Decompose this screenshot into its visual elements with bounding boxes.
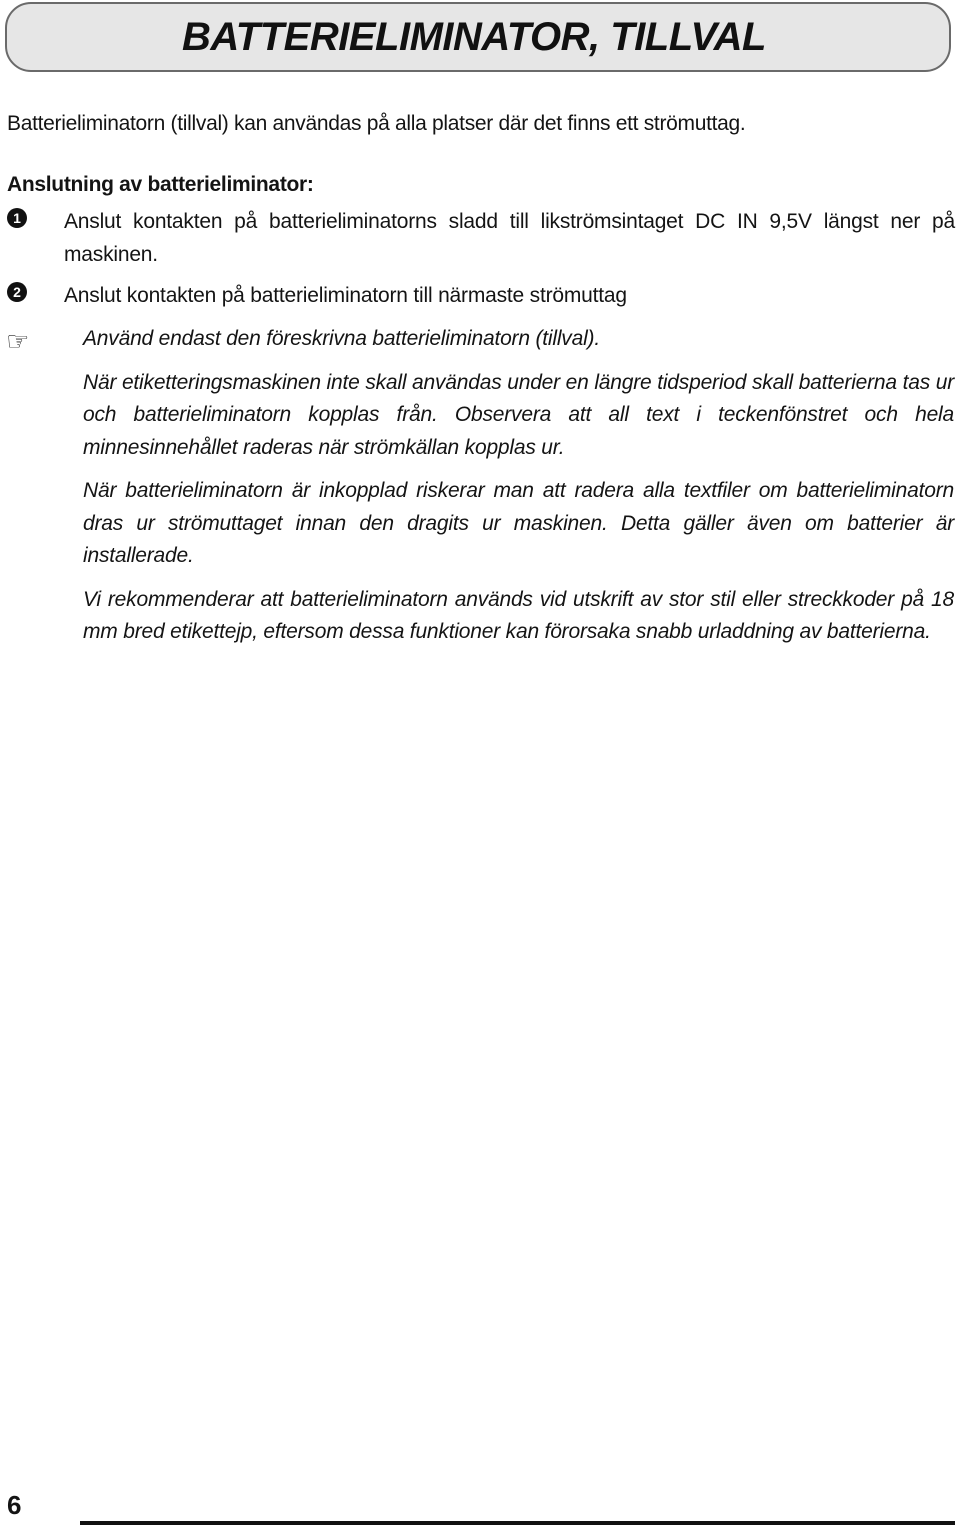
step-2-text: Anslut kontakten på batterieliminatorn till närmaste strömuttag: [64, 284, 627, 307]
footer-rule: [80, 1521, 955, 1525]
step-1-text: Anslut kontakten på batterieliminatorns sladd till likströmsintaget DC IN 9,5V längst ner på maskinen.: [64, 210, 955, 266]
title-banner: [5, 2, 951, 72]
step-1-number: 1: [7, 208, 27, 228]
step-2: [7, 279, 955, 312]
note-block: [83, 323, 954, 660]
note-paragraph-1: Använd endast den föreskrivna batterieliminatorn (tillval).: [83, 327, 600, 350]
pointing-hand-icon: ☞: [6, 326, 30, 356]
step-1: [7, 205, 955, 271]
section-heading: Anslutning av batterieliminator:: [7, 173, 314, 196]
page-number: 6: [7, 1490, 22, 1520]
step-2-number: 2: [7, 282, 27, 302]
note-paragraph-2: När etiketteringsmaskinen inte skall användas under en längre tidsperiod skall batterierna tas ur och batterieliminatorn kopplas från. Observera att all text i teckenfönstret och hela minnesinnehållet raderas när strömkällan kopplas ur.: [83, 370, 954, 459]
intro-paragraph: Batterieliminatorn (tillval) kan användas på alla platser där det finns ett strömuttag.: [7, 112, 746, 135]
page-title: BATTERIELIMINATOR, TILLVAL: [182, 14, 766, 59]
note-paragraph-3: När batterieliminatorn är inkopplad riskerar man att radera alla textfiler om batterieliminatorn dras ur strömuttaget innan den dragits ur maskinen. Detta gäller även om batterier är installerade.: [83, 479, 954, 567]
note-paragraph-4: Vi rekommenderar att batterieliminatorn används vid utskrift av stor stil eller streckkoder på 18 mm bred etikettejp, eftersom dessa funktioner kan förorsaka snabb urladdning av batterierna.: [83, 587, 954, 643]
